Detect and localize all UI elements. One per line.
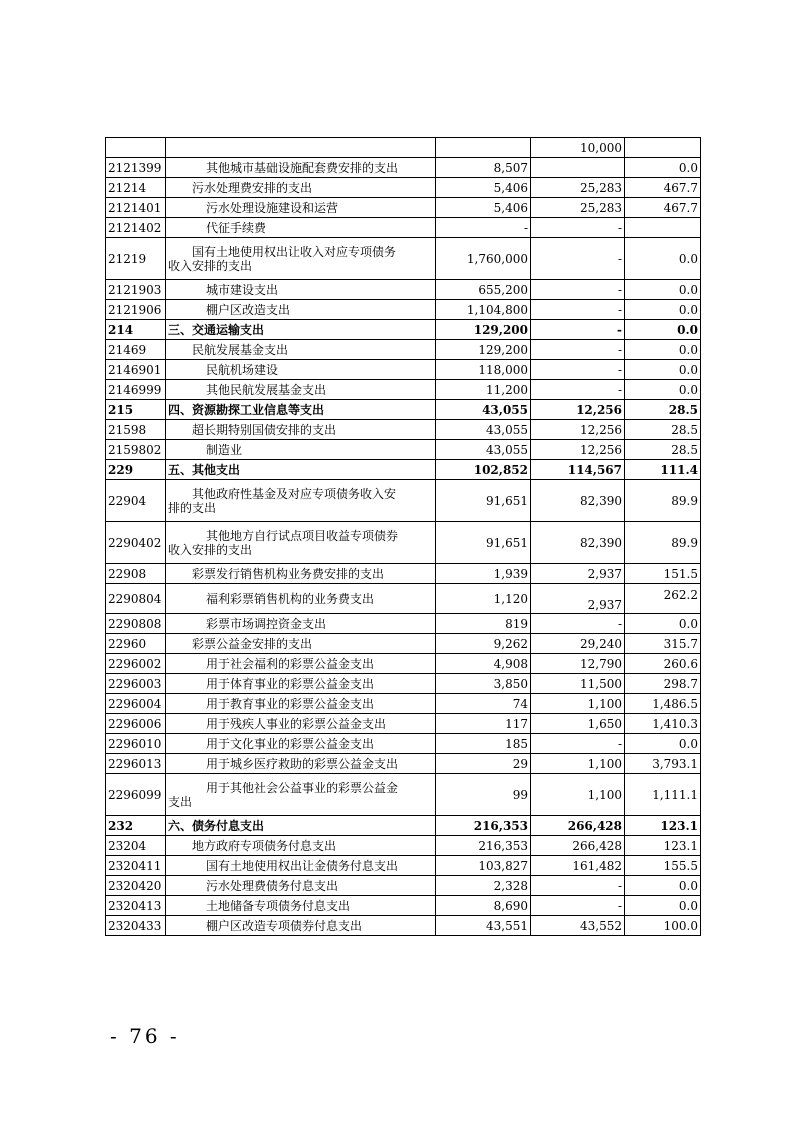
row-value-v1: 2,328 [436,876,531,896]
row-value-v1: 1,760,000 [436,238,531,280]
row-value-v3: 0.0 [625,876,701,896]
row-value-v2: 10,000 [531,138,625,158]
row-value-v3: 111.4 [625,460,701,480]
row-value-v1: 1,120 [436,584,531,614]
row-name-line2: 收入安排的支出 [168,542,253,557]
table-row [106,916,701,936]
table-row [106,714,701,734]
row-value-v1: 129,200 [436,320,531,340]
row-value-v3: 155.5 [625,856,701,876]
row-name: 土地储备专项债务付息支出 [166,896,436,916]
row-value-v1: 11,200 [436,380,531,400]
row-value-v3 [625,218,701,238]
row-name: 彩票发行销售机构业务费安排的支出 [166,564,436,584]
row-value-v1: 4,908 [436,654,531,674]
budget-table-body [106,138,701,936]
row-value-v1: 118,000 [436,360,531,380]
row-value-v1: 99 [436,774,531,816]
row-name-line2: 排的支出 [168,500,217,515]
row-value-v1: 1,104,800 [436,300,531,320]
row-value-v2: 266,428 [531,816,625,836]
row-value-v1: - [436,218,531,238]
row-value-v2: - [531,360,625,380]
table-row [106,238,701,280]
row-code: 22904 [106,480,166,522]
row-code: 21469 [106,340,166,360]
row-value-v3: 0.0 [625,280,701,300]
row-code: 2146999 [106,380,166,400]
row-value-v2: - [531,300,625,320]
row-name: 用于文化事业的彩票公益金支出 [166,734,436,754]
row-value-v2: 1,100 [531,694,625,714]
row-value-v1: 117 [436,714,531,734]
row-name: 地方政府专项债务付息支出 [166,836,436,856]
table-row [106,178,701,198]
row-value-v3: 89.9 [625,522,701,564]
row-code: 2320413 [106,896,166,916]
row-name: 国有土地使用权出让金债务付息支出 [166,856,436,876]
row-code: 2296002 [106,654,166,674]
row-value-v3: 0.0 [625,734,701,754]
row-value-v2: - [531,238,625,280]
row-value-v2: 1,100 [531,754,625,774]
row-name: 污水处理费债务付息支出 [166,876,436,896]
table-row [106,836,701,856]
row-value-v2: 2,937 [531,584,625,614]
row-value-v2: - [531,876,625,896]
row-name: 制造业 [166,440,436,460]
row-code: 229 [106,460,166,480]
row-value-v2: 12,256 [531,400,625,420]
row-value-v2 [531,158,625,178]
row-value-v3: 0.0 [625,340,701,360]
row-value-v3 [625,138,701,158]
row-value-v1: 29 [436,754,531,774]
row-name-line1: 其他地方自行试点项目收益专项债券 [206,528,399,543]
table-row [106,654,701,674]
row-code: 2121906 [106,300,166,320]
table-row [106,694,701,714]
row-code: 2320420 [106,876,166,896]
row-value-v3: 467.7 [625,178,701,198]
row-value-v3: 1,486.5 [625,694,701,714]
row-name: 其他民航发展基金支出 [166,380,436,400]
row-name [166,774,436,816]
table-row [106,856,701,876]
row-value-v2: - [531,734,625,754]
row-value-v3: 3,793.1 [625,754,701,774]
row-name: 五、其他支出 [166,460,436,480]
row-code: 2296004 [106,694,166,714]
table-row [106,300,701,320]
row-code: 22908 [106,564,166,584]
row-value-v3: 0.0 [625,158,701,178]
row-name-line2: 收入安排的支出 [168,258,253,273]
table-row [106,734,701,754]
table-row [106,614,701,634]
row-value-v3: 123.1 [625,816,701,836]
table-row [106,198,701,218]
table-row [106,400,701,420]
row-value-v2: 1,100 [531,774,625,816]
row-value-v1: 8,690 [436,896,531,916]
row-code: 2290808 [106,614,166,634]
table-row [106,138,701,158]
row-value-v3: 0.0 [625,238,701,280]
row-name [166,238,436,280]
row-code: 232 [106,816,166,836]
row-code: 22960 [106,634,166,654]
table-row [106,440,701,460]
row-value-v1: 43,551 [436,916,531,936]
row-value-v3: 0.0 [625,896,701,916]
row-value-v3: 0.0 [625,320,701,340]
row-code: 21598 [106,420,166,440]
table-row [106,584,701,614]
row-value-v1: 819 [436,614,531,634]
row-value-v1: 129,200 [436,340,531,360]
row-name: 棚户区改造支出 [166,300,436,320]
row-value-v3: 28.5 [625,420,701,440]
row-value-v1: 91,651 [436,480,531,522]
row-value-v2: - [531,218,625,238]
row-name: 彩票公益金安排的支出 [166,634,436,654]
row-value-v1: 43,055 [436,420,531,440]
table-row [106,218,701,238]
row-value-v3: 89.9 [625,480,701,522]
row-value-v1: 1,939 [436,564,531,584]
row-value-v2: 114,567 [531,460,625,480]
row-value-v3: 28.5 [625,400,701,420]
row-value-v2: - [531,380,625,400]
table-row [106,158,701,178]
table-row [106,320,701,340]
row-value-v3: 0.0 [625,360,701,380]
table-row [106,522,701,564]
row-name: 城市建设支出 [166,280,436,300]
row-name: 用于城乡医疗救助的彩票公益金支出 [166,754,436,774]
row-code: 2290804 [106,584,166,614]
row-value-v2: 12,256 [531,420,625,440]
row-value-v3: 151.5 [625,564,701,584]
row-value-v1: 3,850 [436,674,531,694]
row-value-v3: 1,410.3 [625,714,701,734]
table-row [106,674,701,694]
row-name: 污水处理设施建设和运营 [166,198,436,218]
row-code: 2320411 [106,856,166,876]
row-name [166,138,436,158]
row-code: 21219 [106,238,166,280]
table-row [106,754,701,774]
table-row [106,634,701,654]
row-value-v2: 161,482 [531,856,625,876]
row-name [166,522,436,564]
row-name: 彩票市场调控资金支出 [166,614,436,634]
row-code: 2121399 [106,158,166,178]
row-value-v2: 1,650 [531,714,625,734]
row-code: 2296006 [106,714,166,734]
row-value-v2: - [531,896,625,916]
row-name: 民航机场建设 [166,360,436,380]
row-name: 四、资源勘探工业信息等支出 [166,400,436,420]
row-name [166,480,436,522]
row-name: 代征手续费 [166,218,436,238]
row-code [106,138,166,158]
row-name: 用于残疾人事业的彩票公益金支出 [166,714,436,734]
row-value-v2: 266,428 [531,836,625,856]
row-name-line1: 国有土地使用权出让收入对应专项债务 [192,244,397,259]
row-value-v1: 5,406 [436,178,531,198]
row-value-v1: 185 [436,734,531,754]
row-value-v2: - [531,280,625,300]
row-name: 用于教育事业的彩票公益金支出 [166,694,436,714]
row-value-v2: - [531,320,625,340]
row-value-v1: 9,262 [436,634,531,654]
page-number: - 76 - [110,1024,180,1048]
table-row [106,420,701,440]
table-row [106,380,701,400]
row-value-v2: 29,240 [531,634,625,654]
row-name-line1: 用于其他社会公益事业的彩票公益金 [206,780,399,795]
row-value-v2: 82,390 [531,522,625,564]
row-name: 六、债务付息支出 [166,816,436,836]
table-row [106,280,701,300]
row-value-v1 [436,138,531,158]
row-value-v2: 12,256 [531,440,625,460]
budget-table [105,137,701,936]
row-code: 215 [106,400,166,420]
row-name: 用于体育事业的彩票公益金支出 [166,674,436,694]
row-value-v2: 11,500 [531,674,625,694]
table-row [106,340,701,360]
row-code: 23204 [106,836,166,856]
row-value-v2: 25,283 [531,178,625,198]
row-name: 棚户区改造专项债券付息支出 [166,916,436,936]
row-code: 2159802 [106,440,166,460]
table-row [106,564,701,584]
row-value-v1: 102,852 [436,460,531,480]
row-value-v3: 262.2 [625,584,701,614]
row-code: 2296010 [106,734,166,754]
row-value-v3: 1,111.1 [625,774,701,816]
row-value-v1: 216,353 [436,836,531,856]
row-value-v1: 216,353 [436,816,531,836]
row-name: 民航发展基金支出 [166,340,436,360]
row-value-v3: 28.5 [625,440,701,460]
row-code: 214 [106,320,166,340]
row-name-line1: 其他政府性基金及对应专项债务收入安 [192,486,397,501]
row-name: 三、交通运输支出 [166,320,436,340]
row-name: 超长期特别国债安排的支出 [166,420,436,440]
row-value-v2: 25,283 [531,198,625,218]
table-row [106,360,701,380]
row-value-v3: 298.7 [625,674,701,694]
row-code: 2320433 [106,916,166,936]
table-row [106,896,701,916]
row-code: 2121903 [106,280,166,300]
row-value-v2: 12,790 [531,654,625,674]
row-value-v1: 5,406 [436,198,531,218]
row-code: 2296003 [106,674,166,694]
table-row [106,816,701,836]
row-name: 其他城市基础设施配套费安排的支出 [166,158,436,178]
row-value-v1: 655,200 [436,280,531,300]
row-value-v1: 74 [436,694,531,714]
row-value-v2: - [531,614,625,634]
table-row [106,774,701,816]
row-code: 2296013 [106,754,166,774]
row-value-v2: - [531,340,625,360]
row-value-v1: 103,827 [436,856,531,876]
row-value-v1: 43,055 [436,440,531,460]
row-value-v1: 91,651 [436,522,531,564]
row-code: 2296099 [106,774,166,816]
row-value-v3: 260.6 [625,654,701,674]
row-value-v2: 43,552 [531,916,625,936]
row-code: 2290402 [106,522,166,564]
row-code: 2121401 [106,198,166,218]
row-code: 21214 [106,178,166,198]
row-value-v3: 0.0 [625,300,701,320]
table-row [106,460,701,480]
row-value-v1: 8,507 [436,158,531,178]
table-row [106,480,701,522]
row-code: 2146901 [106,360,166,380]
row-value-v3: 315.7 [625,634,701,654]
row-value-v3: 467.7 [625,198,701,218]
row-value-v2: 2,937 [531,564,625,584]
row-value-v3: 0.0 [625,380,701,400]
row-name: 污水处理费安排的支出 [166,178,436,198]
row-name-line2: 支出 [168,794,193,809]
row-value-v3: 0.0 [625,614,701,634]
row-value-v3: 123.1 [625,836,701,856]
row-name: 福利彩票销售机构的业务费支出 [166,584,436,614]
row-value-v2: 82,390 [531,480,625,522]
row-code: 2121402 [106,218,166,238]
row-value-v1: 43,055 [436,400,531,420]
row-name: 用于社会福利的彩票公益金支出 [166,654,436,674]
row-value-v3: 100.0 [625,916,701,936]
table-row [106,876,701,896]
